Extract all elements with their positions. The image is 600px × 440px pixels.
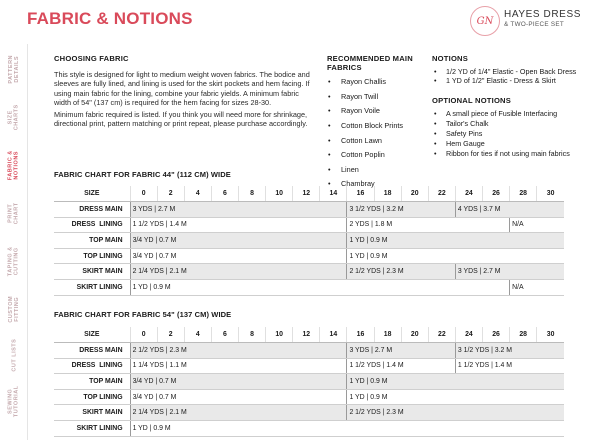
size-column-header: 30 [537, 327, 564, 343]
fabric-row [54, 405, 564, 421]
fabric-row-label: DRESS LINING [54, 217, 130, 233]
notions-section [432, 54, 592, 160]
yardage-cell: 1 YD | 0.9 M [130, 280, 510, 296]
fabric-chart-54-table [54, 327, 564, 437]
page-title: FABRIC & NOTIONS [27, 9, 193, 28]
sidebar-item[interactable] [3, 286, 25, 332]
size-column-header: 20 [401, 327, 428, 343]
yardage-cell: 1 1/2 YDS | 1.4 M [130, 217, 347, 233]
section-sidebar [0, 44, 28, 440]
sidebar-item-label: PRINT CHART [7, 202, 20, 224]
fabric-row [54, 421, 564, 437]
size-column-header: 24 [455, 327, 482, 343]
fabric-row-label: SKIRT MAIN [54, 405, 130, 421]
sidebar-item[interactable] [3, 238, 25, 284]
size-column-header: 18 [374, 327, 401, 343]
size-column-header: 30 [537, 186, 564, 202]
yardage-cell: 2 1/2 YDS | 2.3 M [347, 264, 455, 280]
size-column-header: 0 [130, 186, 157, 202]
notions-list [432, 68, 592, 86]
size-column-header: 6 [211, 327, 238, 343]
sidebar-item[interactable] [3, 142, 25, 188]
sidebar-item[interactable] [3, 46, 25, 92]
size-column-header: 2 [157, 186, 184, 202]
choosing-fabric-heading: CHOOSING FABRIC [54, 54, 129, 63]
fabric-row [54, 358, 564, 374]
yardage-cell: 3 1/2 YDS | 3.2 M [455, 343, 564, 359]
recommended-fabrics-heading: RECOMMENDED MAIN FABRICS [327, 54, 413, 72]
yardage-cell: N/A [510, 280, 564, 296]
yardage-cell: 1 YD | 0.9 M [130, 421, 564, 437]
fabric-row [54, 374, 564, 390]
yardage-cell: 1 1/4 YDS | 1.1 M [130, 358, 347, 374]
fabric-row-label: SKIRT MAIN [54, 264, 130, 280]
sidebar-item-label: FABRIC & NOTIONS [7, 150, 21, 180]
fabric-row [54, 233, 564, 249]
yardage-cell: 4 YDS | 3.7 M [455, 202, 564, 218]
size-column-header: 16 [347, 186, 374, 202]
yardage-cell: 3/4 YD | 0.7 M [130, 389, 347, 405]
optional-notion-item: • Tailor's Chalk [432, 120, 592, 128]
recommended-fabric-item: • Cotton Block Prints [327, 122, 423, 131]
fabric-row [54, 248, 564, 264]
optional-notion-item: • Safety Pins [432, 130, 592, 138]
yardage-cell: 3 YDS | 2.7 M [130, 202, 347, 218]
recommended-fabrics-list [327, 78, 423, 189]
fabric-row-label: TOP LINING [54, 389, 130, 405]
size-column-header: 26 [482, 186, 509, 202]
size-column-header: 28 [510, 327, 537, 343]
yardage-cell: 1 YD | 0.9 M [347, 389, 564, 405]
optional-notions-list [432, 110, 592, 158]
fabric-chart-44-table [54, 186, 564, 296]
choosing-fabric-paragraph: This style is designed for light to medium weight woven fabrics. The bodice and sleeves are fully lined, and lining is used for the skirt pockets and hem facing. If using main fabric for the lining, combine your fabric yields. A minimum fabric width of 54" (137 cm) is required for the hem facing for sizes 28-30. [54, 70, 310, 108]
optional-notions-heading: OPTIONAL NOTIONS [432, 95, 512, 105]
size-column-header: 4 [184, 327, 211, 343]
fabric-row [54, 280, 564, 296]
fabric-row-label: TOP MAIN [54, 233, 130, 249]
recommended-fabric-item: • Rayon Voile [327, 107, 423, 116]
fabric-chart-54-title: FABRIC CHART FOR FABRIC 54" (137 CM) WIDE [54, 310, 232, 319]
size-column-header: 22 [428, 186, 455, 202]
notion-item: • 1/2 YD of 1/4" Elastic - Open Back Dress [432, 68, 592, 77]
recommended-fabric-item: • Cotton Poplin [327, 151, 423, 160]
yardage-cell: 2 1/4 YDS | 2.1 M [130, 264, 347, 280]
fabric-row-label: SKIRT LINING [54, 421, 130, 437]
sidebar-item[interactable] [3, 378, 25, 424]
recommended-fabrics-section [327, 54, 423, 195]
yardage-cell: 2 1/4 YDS | 2.1 M [130, 405, 347, 421]
choosing-fabric-section [54, 54, 310, 129]
recommended-fabric-item: • Cotton Lawn [327, 137, 423, 146]
fabric-row-label: TOP MAIN [54, 374, 130, 390]
yardage-cell: 1 YD | 0.9 M [347, 248, 564, 264]
sidebar-item-label: SEWING TUTORIAL [7, 385, 21, 417]
size-header: SIZE [54, 327, 130, 343]
size-column-header: 12 [293, 186, 320, 202]
size-column-header: 2 [157, 327, 184, 343]
yardage-cell: 3 YDS | 2.7 M [455, 264, 564, 280]
fabric-row-label: TOP LINING [54, 248, 130, 264]
size-column-header: 10 [266, 186, 293, 202]
size-column-header: 8 [239, 327, 266, 343]
size-column-header: 14 [320, 186, 347, 202]
fabric-row-label: DRESS MAIN [54, 202, 130, 218]
sidebar-item-label: PATTERN DETAILS [7, 54, 20, 84]
yardage-cell: 2 1/2 YDS | 2.3 M [347, 405, 564, 421]
recommended-fabric-item: • Linen [327, 166, 423, 175]
recommended-fabric-item: • Rayon Twill [327, 93, 423, 102]
fabric-chart-44-title: FABRIC CHART FOR FABRIC 44" (112 CM) WIDE [54, 170, 231, 179]
yardage-cell: 3 YDS | 2.7 M [347, 343, 455, 359]
sidebar-item-label: CUT LISTS [10, 338, 17, 372]
size-column-header: 8 [239, 186, 266, 202]
size-column-header: 16 [347, 327, 374, 343]
yardage-cell: 1 1/2 YDS | 1.4 M [347, 358, 455, 374]
yardage-cell: 1 YD | 0.9 M [347, 233, 564, 249]
size-column-header: 22 [428, 327, 455, 343]
fabric-row-label: DRESS LINING [54, 358, 130, 374]
optional-notion-item: • A small piece of Fusible Interfacing [432, 110, 592, 118]
yardage-cell: 3 1/2 YDS | 3.2 M [347, 202, 455, 218]
fabric-row-label: DRESS MAIN [54, 343, 130, 359]
recommended-fabric-item: • Chambray [327, 180, 423, 189]
brand-block [504, 9, 581, 28]
size-column-header: 4 [184, 186, 211, 202]
size-column-header: 14 [320, 327, 347, 343]
minimum-fabric-paragraph: Minimum fabric required is listed. If you think you will need more for shrinkage, directional print, pattern matching or print repeat, please purchase accordingly. [54, 109, 308, 129]
size-column-header: 12 [293, 327, 320, 343]
sidebar-item-label: CUSTOM FITTING [7, 295, 21, 323]
yardage-cell: N/A [510, 217, 564, 233]
yardage-cell: 3/4 YD | 0.7 M [130, 374, 347, 390]
brand-subtitle: & TWO-PIECE SET [504, 21, 565, 28]
yardage-cell: 2 1/2 YDS | 2.3 M [130, 343, 347, 359]
sidebar-item[interactable] [3, 332, 25, 378]
notion-item: • 1 YD of 1/2" Elastic - Dress & Skirt [432, 77, 592, 86]
size-column-header: 18 [374, 186, 401, 202]
sidebar-item[interactable] [3, 94, 25, 140]
size-column-header: 24 [455, 186, 482, 202]
optional-notion-item: • Hem Gauge [432, 140, 592, 148]
size-column-header: 6 [211, 186, 238, 202]
optional-notion-item: • Ribbon for ties if not using main fabrics [432, 150, 592, 158]
recommended-fabric-item: • Rayon Challis [327, 78, 423, 87]
yardage-cell: 1 YD | 0.9 M [347, 374, 564, 390]
yardage-cell: 3/4 YD | 0.7 M [130, 248, 347, 264]
size-column-header: 28 [510, 186, 537, 202]
yardage-cell: 1 1/2 YDS | 1.4 M [455, 358, 564, 374]
brand-name: HAYES DRESS [504, 9, 581, 20]
notions-heading: NOTIONS [432, 54, 468, 63]
fabric-row-label: SKIRT LINING [54, 280, 130, 296]
fabric-row [54, 202, 564, 218]
yardage-cell: 3/4 YD | 0.7 M [130, 233, 347, 249]
sidebar-item[interactable] [3, 190, 25, 236]
size-header: SIZE [54, 186, 130, 202]
fabric-row [54, 217, 564, 233]
sidebar-item-label: TAPING & CUTTING [7, 246, 20, 276]
size-column-header: 26 [482, 327, 509, 343]
yardage-cell: 2 YDS | 1.8 M [347, 217, 510, 233]
fabric-row [54, 389, 564, 405]
brand-logo: GN [470, 6, 500, 36]
size-column-header: 20 [401, 186, 428, 202]
size-column-header: 10 [266, 327, 293, 343]
size-column-header: 0 [130, 327, 157, 343]
fabric-row [54, 264, 564, 280]
sidebar-item-label: SIZE CHARTS [7, 104, 21, 130]
fabric-row [54, 343, 564, 359]
